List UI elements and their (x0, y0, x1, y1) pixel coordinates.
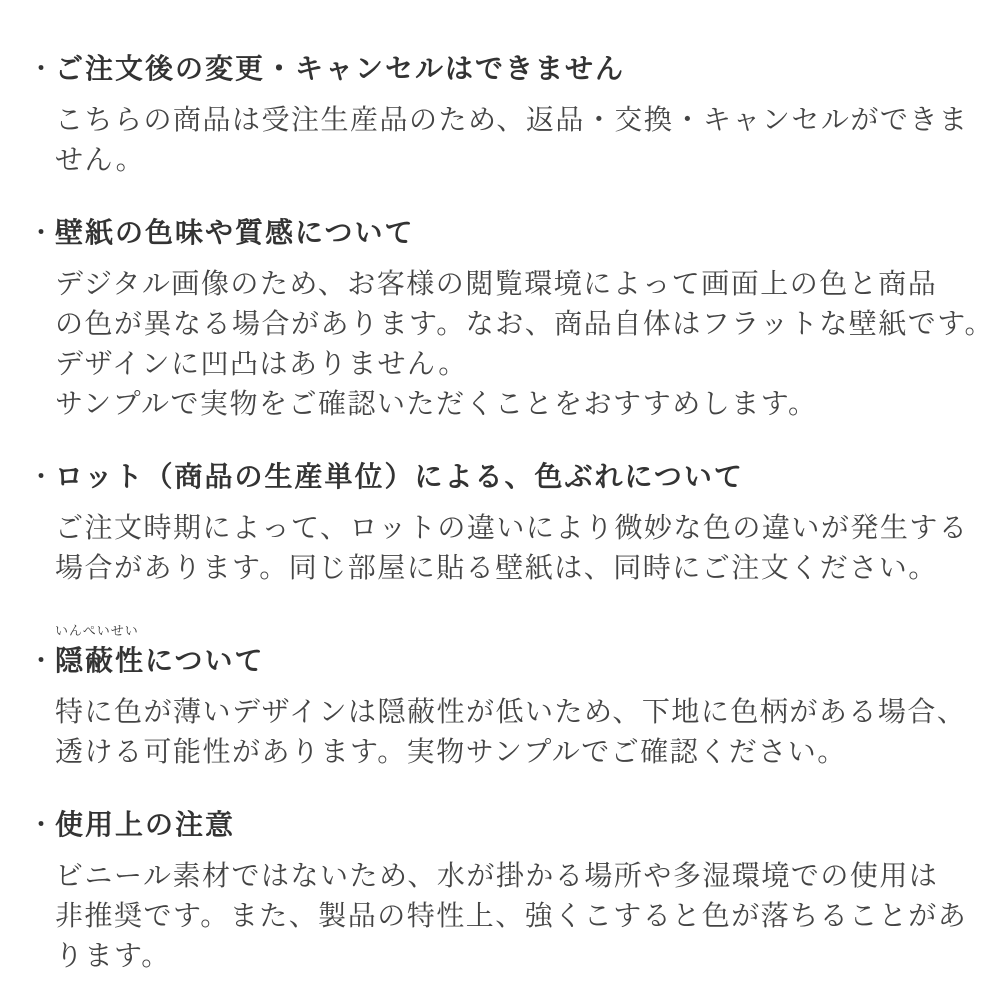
section-heading: ご注文後の変更・キャンセルはできません (55, 53, 626, 84)
section-body (55, 100, 980, 180)
section-body (55, 508, 980, 588)
section-heading-row (30, 50, 980, 88)
body-line: ります。 (55, 940, 171, 971)
section-heading-row (30, 642, 980, 680)
body-line: ビニール素材ではないため、水が掛かる場所や多湿環境での使用は (55, 860, 939, 891)
section-order-cancellation (30, 50, 980, 180)
body-line: デジタル画像のため、お客様の閲覧環境によって画面上の色と商品 (55, 268, 938, 299)
bullet-marker: ・ (30, 812, 55, 837)
body-line: 場合があります。同じ部屋に貼る壁紙は、同時にご注文ください。 (55, 552, 938, 583)
section-heading: ロット（商品の生産単位）による、色ぶれについて (55, 461, 744, 492)
body-line: サンプルで実物をご確認いただくことをおすすめします。 (55, 388, 818, 419)
section-lot-variation (30, 458, 980, 588)
body-line: の色が異なる場合があります。なお、商品自体はフラットな壁紙です。 (55, 308, 994, 339)
body-line: 透ける可能性があります。実物サンプルでご確認ください。 (55, 736, 847, 767)
section-heading: 壁紙の色味や質感について (55, 217, 415, 248)
section-heading: 使用上の注意 (55, 809, 236, 840)
section-heading-row (30, 458, 980, 496)
section-usage-precautions (30, 806, 980, 976)
bullet-marker: ・ (30, 648, 55, 673)
section-heading-row (30, 806, 980, 844)
section-heading: 隠蔽性について (55, 645, 265, 676)
bullet-marker: ・ (30, 464, 55, 489)
body-line: こちらの商品は受注生産品のため、返品・交換・キャンセルができま (55, 104, 969, 135)
section-body (55, 856, 980, 976)
body-line: 特に色が薄いデザインは隠蔽性が低いため、下地に色柄がある場合、 (55, 696, 967, 727)
body-line: せん。 (55, 144, 146, 175)
bullet-marker: ・ (30, 56, 55, 81)
body-line: ご注文時期によって、ロットの違いにより微妙な色の違いが発生する (55, 512, 969, 543)
section-body (55, 692, 980, 772)
body-line: 非推奨です。また、製品の特性上、強くこすると色が落ちることがあ (55, 900, 968, 931)
section-opacity (30, 622, 980, 772)
section-body (55, 264, 994, 424)
bullet-marker: ・ (30, 220, 55, 245)
furigana-annotation: いんぺいせい (55, 623, 139, 638)
body-line: デザインに凹凸はありません。 (55, 348, 468, 379)
section-heading-row (30, 214, 980, 252)
section-color-texture (30, 214, 994, 424)
